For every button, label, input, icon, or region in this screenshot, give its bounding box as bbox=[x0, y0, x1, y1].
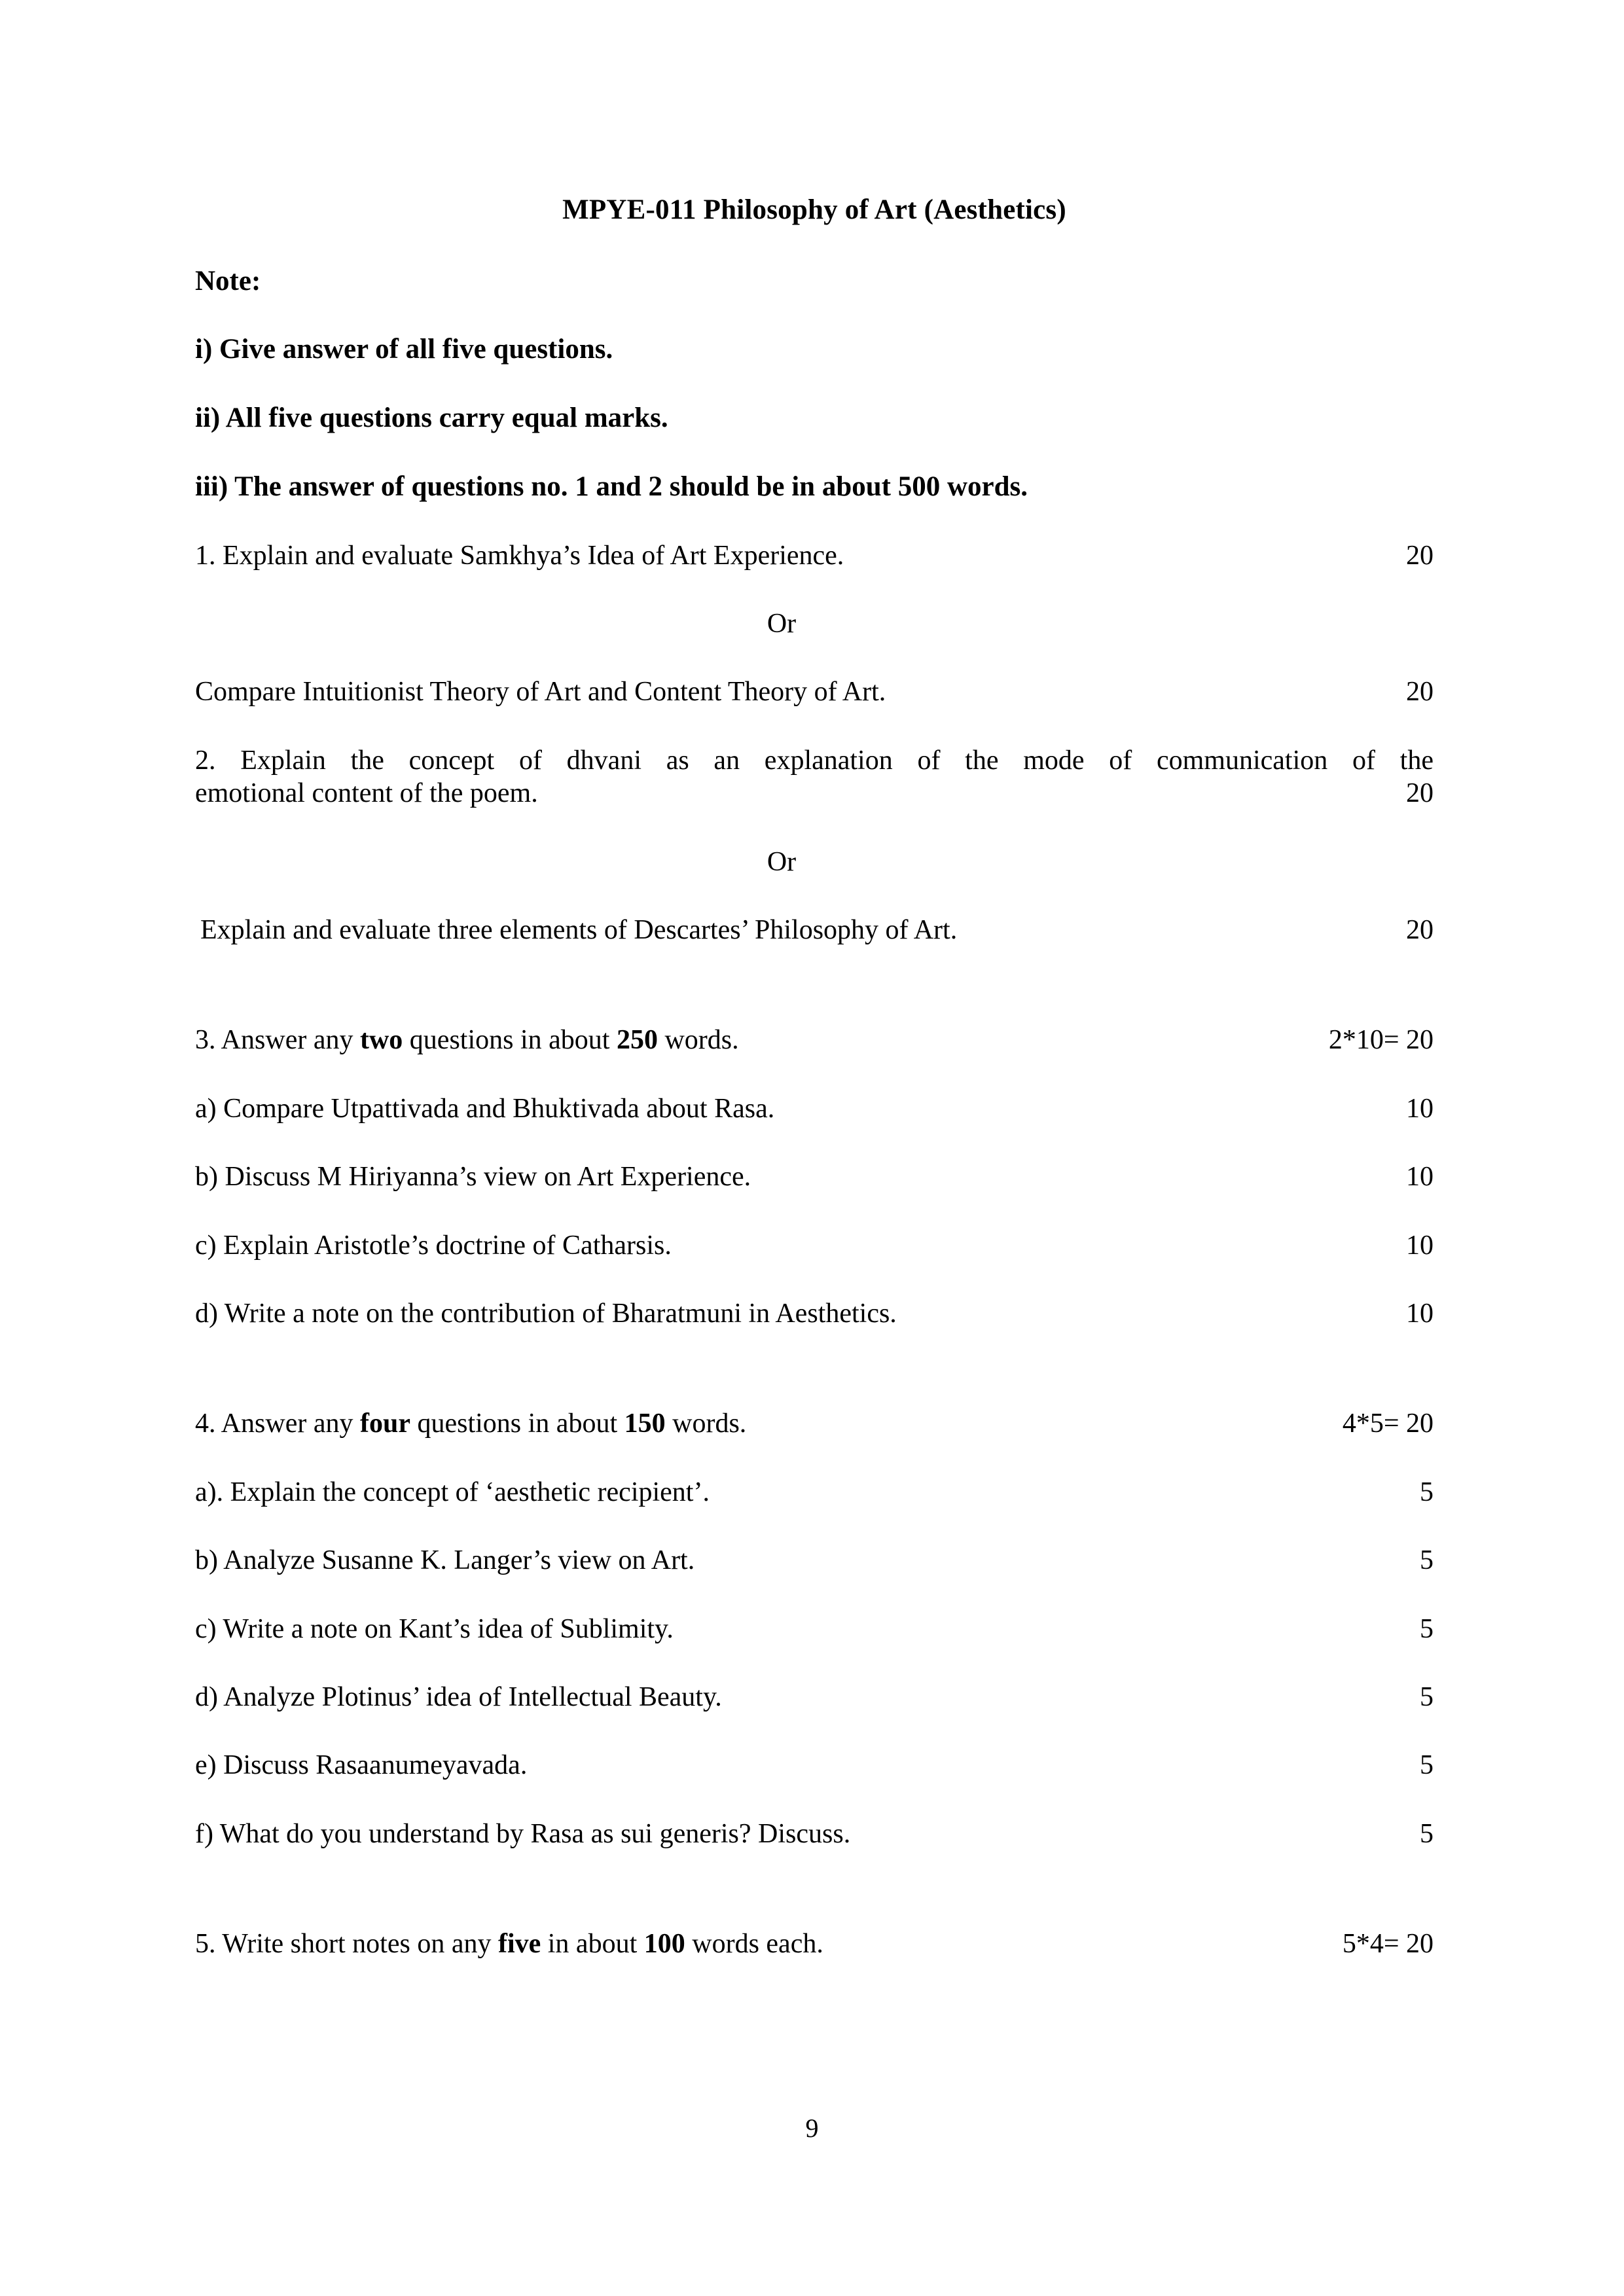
question-3-item-a-marks: 10 bbox=[1406, 1093, 1434, 1124]
question-3-stem-prefix: 3. Answer any bbox=[195, 1025, 360, 1056]
question-2-alternative-marks: 20 bbox=[1406, 915, 1434, 946]
question-3-stem-middle: questions in about bbox=[403, 1025, 617, 1056]
question-2 bbox=[195, 744, 1434, 810]
question-1-marks: 20 bbox=[1406, 540, 1434, 571]
question-3-stem-bold-count: two bbox=[359, 1025, 403, 1056]
question-3-item-c-marks: 10 bbox=[1406, 1230, 1434, 1261]
spacer-before-question-3 bbox=[195, 982, 1434, 1024]
page-title: MPYE-011 Philosophy of Art (Aesthetics) bbox=[562, 194, 1066, 225]
question-4-stem-middle: questions in about bbox=[410, 1408, 624, 1439]
question-5-marks: 5*4= 20 bbox=[1342, 1929, 1434, 1960]
question-4-stem-text bbox=[195, 1407, 746, 1440]
page-number: 9 bbox=[805, 2113, 819, 2143]
question-4-item-a bbox=[195, 1476, 1434, 1509]
question-4-stem-bold-count: four bbox=[359, 1408, 410, 1439]
question-2-alternative bbox=[195, 914, 1434, 946]
question-3-item-b bbox=[195, 1160, 1434, 1193]
note-instruction-ii: ii) All five questions carry equal marks. bbox=[195, 403, 668, 434]
note-block bbox=[195, 265, 1434, 504]
question-1 bbox=[195, 539, 1434, 572]
or-separator-2: Or bbox=[767, 846, 797, 877]
question-4-stem-suffix: words. bbox=[665, 1408, 747, 1439]
question-3-stem bbox=[195, 1024, 1434, 1056]
question-4-item-c-marks: 5 bbox=[1420, 1613, 1434, 1644]
question-3-item-a-text: a) Compare Utpattivada and Bhuktivada about Rasa. bbox=[195, 1093, 775, 1124]
spacer-before-question-5 bbox=[195, 1886, 1434, 1928]
question-3-stem-bold-words: 250 bbox=[616, 1025, 658, 1056]
question-2-line-2-row bbox=[195, 777, 1434, 810]
question-4-item-a-marks: 5 bbox=[1420, 1477, 1434, 1507]
question-3-item-a bbox=[195, 1092, 1434, 1125]
question-5-stem-bold-words: 100 bbox=[643, 1929, 685, 1960]
question-5-stem-text bbox=[195, 1928, 823, 1960]
question-2-marks: 20 bbox=[1406, 778, 1434, 809]
question-2-text-line-2: emotional content of the poem. bbox=[195, 778, 538, 809]
question-4-item-d bbox=[195, 1681, 1434, 1713]
question-3-item-c-text: c) Explain Aristotle’s doctrine of Catharsis. bbox=[195, 1230, 672, 1261]
question-2-text-line-1: 2. Explain the concept of dhvani as an explanation of the mode of communication of the bbox=[195, 745, 1434, 776]
note-heading: Note: bbox=[195, 265, 261, 296]
question-5-stem-prefix: 5. Write short notes on any bbox=[195, 1929, 498, 1960]
question-4-item-e-marks: 5 bbox=[1420, 1750, 1434, 1781]
question-4-item-d-marks: 5 bbox=[1420, 1681, 1434, 1712]
page-content bbox=[195, 194, 1434, 1996]
question-4-item-f-text: f) What do you understand by Rasa as sui generis? Discuss. bbox=[195, 1818, 851, 1849]
spacer-before-question-4 bbox=[195, 1365, 1434, 1407]
question-4-item-f-marks: 5 bbox=[1420, 1818, 1434, 1849]
question-1-alternative bbox=[195, 675, 1434, 708]
note-instruction-i: i) Give answer of all five questions. bbox=[195, 334, 613, 365]
question-4-item-a-text: a). Explain the concept of ‘aesthetic recipient’. bbox=[195, 1477, 710, 1507]
question-4-item-c-text: c) Write a note on Kant’s idea of Sublimity. bbox=[195, 1613, 674, 1644]
question-3-item-b-marks: 10 bbox=[1406, 1162, 1434, 1193]
question-4-item-e bbox=[195, 1749, 1434, 1782]
question-3-item-d-marks: 10 bbox=[1406, 1298, 1434, 1329]
question-4-item-e-text: e) Discuss Rasaanumeyavada. bbox=[195, 1750, 528, 1781]
question-4-stem-bold-words: 150 bbox=[624, 1408, 666, 1439]
question-4-stem-prefix: 4. Answer any bbox=[195, 1408, 360, 1439]
question-3-item-b-text: b) Discuss M Hiriyanna’s view on Art Experience. bbox=[195, 1162, 751, 1193]
question-4-stem bbox=[195, 1407, 1434, 1440]
question-4-marks: 4*5= 20 bbox=[1342, 1408, 1434, 1439]
question-3-item-d bbox=[195, 1297, 1434, 1330]
question-1-text: 1. Explain and evaluate Samkhya’s Idea of Art Experience. bbox=[195, 540, 844, 571]
question-5-stem-bold-count: five bbox=[497, 1929, 541, 1960]
question-4-item-d-text: d) Analyze Plotinus’ idea of Intellectual Beauty. bbox=[195, 1681, 722, 1712]
question-5-stem-middle: in about bbox=[541, 1929, 644, 1960]
question-4-item-f bbox=[195, 1818, 1434, 1850]
question-1-alternative-marks: 20 bbox=[1406, 677, 1434, 708]
or-separator-1: Or bbox=[767, 609, 797, 639]
question-3-item-d-text: d) Write a note on the contribution of Bharatmuni in Aesthetics. bbox=[195, 1298, 897, 1329]
question-4-item-b bbox=[195, 1544, 1434, 1577]
question-1-alternative-text: Compare Intuitionist Theory of Art and Content Theory of Art. bbox=[195, 677, 886, 708]
question-2-alternative-text: Explain and evaluate three elements of Descartes’ Philosophy of Art. bbox=[200, 915, 958, 946]
question-3-item-c bbox=[195, 1229, 1434, 1262]
question-3-stem-text bbox=[195, 1024, 739, 1056]
question-3-marks: 2*10= 20 bbox=[1328, 1025, 1434, 1056]
question-5-stem-suffix: words each. bbox=[685, 1929, 823, 1960]
question-4-item-b-text: b) Analyze Susanne K. Langer’s view on Art. bbox=[195, 1545, 695, 1576]
question-4-item-b-marks: 5 bbox=[1420, 1545, 1434, 1576]
question-3-stem-suffix: words. bbox=[657, 1025, 739, 1056]
question-5-stem bbox=[195, 1928, 1434, 1960]
note-instruction-iii: iii) The answer of questions no. 1 and 2 should be in about 500 words. bbox=[195, 471, 1028, 502]
question-4-item-c bbox=[195, 1613, 1434, 1645]
